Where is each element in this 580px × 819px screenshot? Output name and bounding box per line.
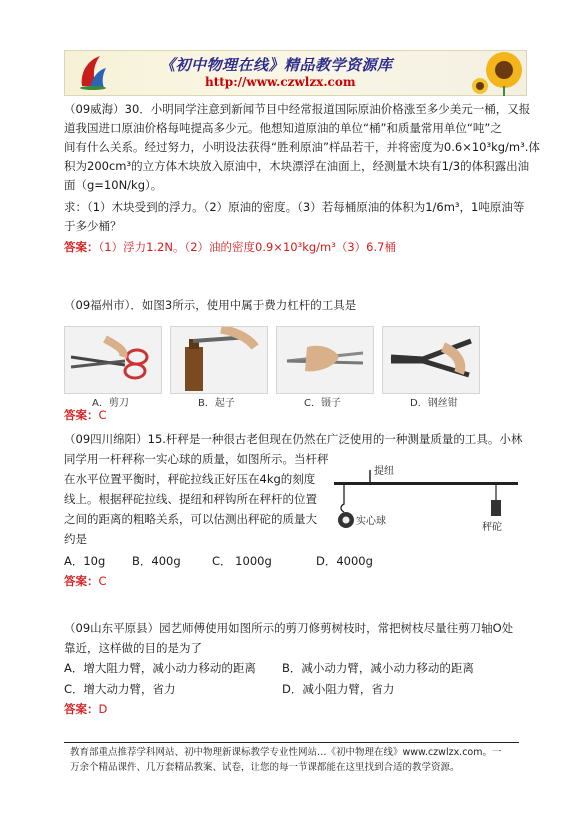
q4-answer [64,700,107,719]
q3-line: （09四川绵阳）15.杆秤是一种很古老但现在仍然在广泛使用的一种测量质量的工具。小林 [64,432,523,446]
answer-label: 答案： [64,408,99,422]
answer-text: （1）浮力1.2N。（2）油的密度0.9×10³kg/m³（3）6.7桶 [98,240,396,254]
q1-line: 间有什么关系。经过努力，小明设法获得“胜利原油”样品若干，并将密度为0.6×10³kg/m³.体 [64,140,540,154]
footer-text [70,745,502,775]
q3-option-a: A．10g [64,554,106,568]
scissors-photo [64,326,162,394]
q1-line: 面（g=10N/kg）。 [64,178,163,192]
q1-answer [64,238,396,257]
q1-line: （09威海）30．小明同学注意到新闻节目中经常报道国际原油价格涨至多少美元一桶，又报 [64,102,531,116]
header-banner [64,50,527,96]
answer-label: 答案： [64,574,99,588]
q1-line: 道我国进口原油价格每吨提高多少元。他想知道原油的单位“桶”和质量常用单位“吨”之 [64,121,502,135]
answer-text: C [98,574,107,588]
q4-option-d: D．减小阻力臂，省力 [282,682,395,696]
weight-label: 秤砣 [482,522,502,533]
q3-line: 约是 [64,532,87,546]
knob-label: 提纽 [374,466,394,477]
q1-line: 于多少桶？ [64,219,122,233]
answer-text: C [98,408,107,422]
answer-label: 答案： [64,240,99,254]
q4-option-c: C．增大动力臂，省力 [64,682,176,696]
tools-figure [64,326,474,408]
q4-option-b: B．减小动力臂，减小动力移动的距离 [282,661,474,675]
q3-option-d: D．4000g [316,554,373,568]
q1-line: 积为200cm³的立方体木块放入原油中，木块漂浮在油面上，经测量木块有1/3的体积露出油 [64,159,530,173]
banner-url[interactable]: http://www.czwlzx.com [205,75,356,89]
q2-stem: （09福州市）．如图3所示，使用中属于费力杠杆的工具是 [64,298,357,312]
q3-answer [64,572,107,591]
sunflower-icon [470,48,528,96]
bottle-opener-photo [170,326,268,394]
q4-option-a: A．增大阻力臂，减小动力移动的距离 [64,661,256,675]
q3-option-b: B．400g [132,554,181,568]
caption-b: B．起子 [198,398,235,409]
tweezers-photo [276,326,374,394]
footer-divider [64,742,519,743]
q3-line: 在水平位置平衡时，秤砣拉线正好压在4kg的刻度 [64,472,316,486]
q4-line: （09山东平原县）园艺师傅使用如图所示的剪刀修剪树枝时，常把树枝尽量往剪刀轴O处 [64,621,514,635]
q3-line: 同学用一杆秤称一实心球的质量，如图所示。当杆秤 [64,452,329,466]
q3-option-c: C． 1000g [212,554,272,568]
q3-line: 之间的距离的粗略关系，可以估测出秤砣的质量大 [64,512,317,526]
banner-title: 《初中物理在线》精品教学资源库 [160,56,393,74]
q3-line: 线上。根据秤砣拉线、提纽和秤钩所在秤杆的位置 [64,492,317,506]
footer-line-2: 万余个精品课件、几万套精品教案、试卷，让您的每一节课都能在这里找到合适的教学资源。 [70,762,460,773]
caption-d: D．钢丝钳 [410,398,458,409]
footer-line-1: 教育部重点推荐学科网站、初中物理新课标教学专业性网站…《初中物理在线》www.czwlzx.com。一 [70,747,502,758]
answer-text: D [98,702,108,716]
caption-c: C．镊子 [304,398,341,409]
steelyard-hook [341,485,344,512]
caption-a: A．剪刀 [92,398,129,409]
pliers-photo [382,326,480,394]
ball-label: 实心球 [356,516,386,527]
q4-line: 靠近，这样做的目的是为了 [64,641,202,655]
steelyard-figure [330,460,520,550]
steelyard-beam [334,482,518,485]
answer-label: 答案： [64,702,99,716]
q2-answer [64,406,107,425]
q1-line: 求：（1）木块受到的浮力。（2）原油的密度。（3）若每桶原油的体积为1/6m³，1吨原油等 [64,200,525,214]
site-logo-icon [78,54,108,90]
steelyard-weight [491,500,501,516]
